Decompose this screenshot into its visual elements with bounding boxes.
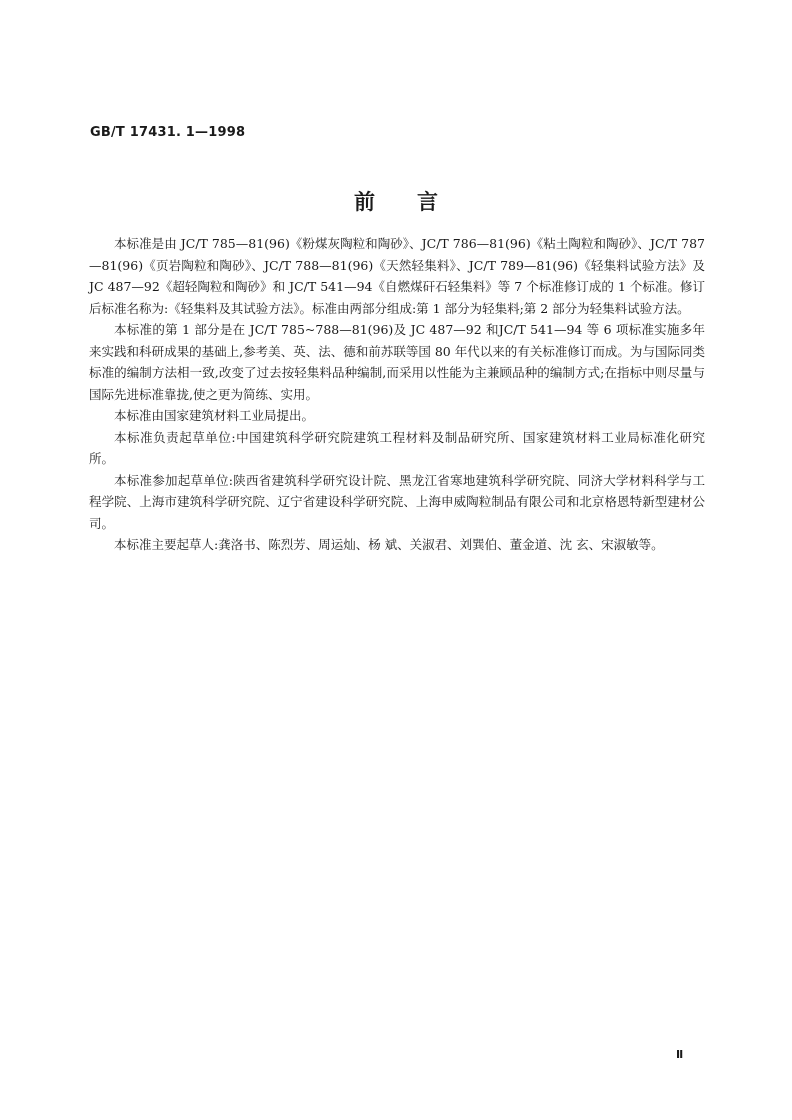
standard-code: GB/T 17431. 1—1998 [90, 125, 246, 140]
paragraph-2: 本标准的第 1 部分是在 JC/T 785~788—81(96)及 JC 487—92 和JC/T 541—94 等 6 项标准实施多年来实践和科研成果的基础上,参考美、英、法、德和前苏联等国 80 年代以来的有关标准修订而成。为与国际同类标准的编制方法相一致,改变了过去按轻集料品种编制,而采用以性能为主兼顾品种的编制方式;在指标中则尽量与国际先进标准靠拢,使之更为简练、实用。 [89, 322, 705, 402]
page-number: Ⅱ [676, 1048, 684, 1061]
paragraph-5: 本标准参加起草单位:陕西省建筑科学研究设计院、黑龙江省寒地建筑科学研究院、同济大学材料科学与工程学院、上海市建筑科学研究院、辽宁省建设科学研究院、上海申威陶粒制品有限公司和北京格恩特新型建材公司。 [89, 472, 705, 531]
paragraph-1: 本标准是由 JC/T 785—81(96)《粉煤灰陶粒和陶砂》、JC/T 786—81(96)《粘土陶粒和陶砂》、JC/T 787—81(96)《页岩陶粒和陶砂》、JC/T 788—81(96)《天然轻集料》、JC/T 789—81(96)《轻集料试验方法》及 JC 487—92《超轻陶粒和陶砂》和 JC/T 541—94《自燃煤矸石轻集料》等 7 个标准修订成的 1 个标准。修订后标准名称为:《轻集料及其试验方法》。标准由两部分组成:第 1 部分为轻集料;第 2 部分为轻集料试验方法。 [89, 236, 705, 316]
paragraph-3: 本标准由国家建筑材料工业局提出。 [114, 408, 315, 423]
page-title: 前言 [354, 190, 480, 214]
paragraph-6: 本标准主要起草人:龚洛书、陈烈芳、周运灿、杨 斌、关淑君、刘巽伯、董金道、沈 玄、宋淑敏等。 [114, 537, 664, 552]
preface-body [89, 233, 705, 556]
paragraph-4: 本标准负责起草单位:中国建筑科学研究院建筑工程材料及制品研究所、国家建筑材料工业局标准化研究所。 [89, 429, 705, 466]
